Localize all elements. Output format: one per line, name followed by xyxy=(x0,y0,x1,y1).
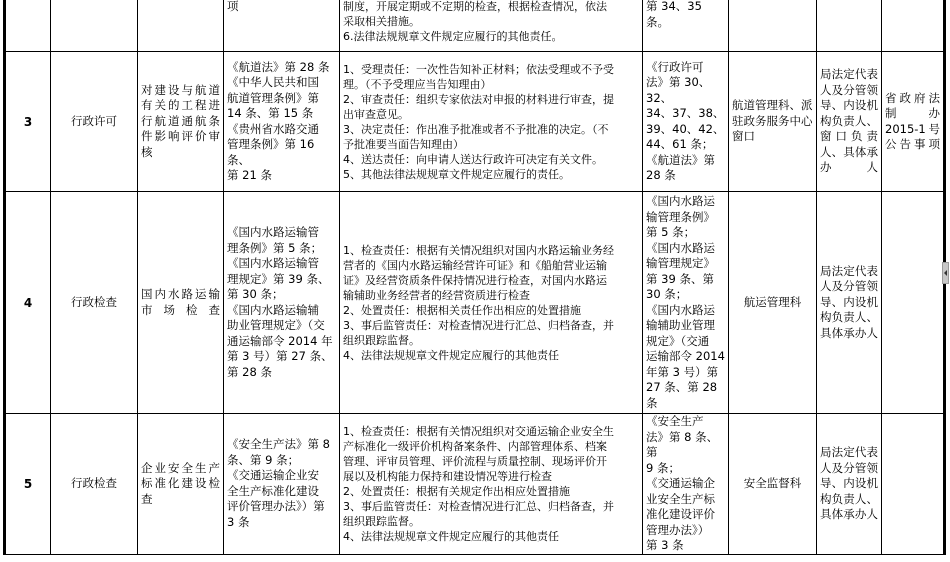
basis-line: 管理条例》第 16 条、 xyxy=(227,137,315,167)
duty-line: 展以及机构能力保持和建设情况等进行检查 xyxy=(343,469,552,483)
duty-line: 输辅助业务经营者的经营资质进行检查 xyxy=(343,288,530,302)
duty-basis-line: 法》第 30、32、 xyxy=(646,75,711,105)
subject-cell: 局法定代表人及分管领导、内设机构负责人、窗口负责人、具体承办人 xyxy=(817,52,882,192)
duty-basis-line: 运输部令 2014 xyxy=(646,349,725,363)
row-number-cell: 5 xyxy=(5,414,51,555)
basis-line: 《安全生产法》第 8 xyxy=(227,437,330,452)
duty-basis-cell xyxy=(643,0,729,52)
duty-basis-line: 44、61 条； xyxy=(646,137,714,151)
basis-line: 通运输部令 2014 年 xyxy=(227,333,333,348)
duty-line: 3、决定责任：作出准予批准或者不予批准的决定。（不 xyxy=(343,122,609,136)
row-number-cell: 3 xyxy=(5,52,51,192)
duty-basis-line: 第 39 条、第 xyxy=(646,271,714,286)
row-number-cell xyxy=(5,0,51,52)
basis-line: 全生产标准化建设 xyxy=(227,483,319,498)
power-type-cell: 行政检查 xyxy=(51,192,138,414)
side-collapse-handle[interactable] xyxy=(942,262,949,284)
basis-line: 航道管理条例》第 xyxy=(227,90,319,105)
duty-basis-line: 第 34、35 条。 xyxy=(646,0,702,29)
duty-basis-cell xyxy=(643,192,729,414)
duty-line: 制度，开展定期或不定期的检查，根据检查情况，依法 xyxy=(343,0,607,13)
duty-basis-line: 34、37、38、 xyxy=(646,106,725,120)
subject-cell xyxy=(817,0,882,52)
basis-line: 《国内水路运输管 xyxy=(227,256,319,270)
duty-basis-line: 《国内水路运 xyxy=(646,194,715,208)
duty-basis-line: 《国内水路运 xyxy=(646,240,715,255)
duty-line: 3、事后监管责任：对检查情况进行汇总、归档备查，并 xyxy=(343,318,614,332)
basis-line: 3 条 xyxy=(227,514,250,529)
duty-line: 6.法律法规规章文件规定应履行的其他责任。 xyxy=(343,30,563,43)
duty-basis-line: 第 3 条 xyxy=(646,538,684,552)
duty-line: 理。（不予受理应当告知理由） xyxy=(343,77,492,91)
department-cell xyxy=(729,0,817,52)
legal-basis-cell xyxy=(224,192,340,414)
note-cell xyxy=(882,414,945,555)
duty-cell xyxy=(340,0,643,52)
row-number-cell: 4 xyxy=(5,192,51,414)
table-row xyxy=(5,192,945,414)
legal-basis-cell xyxy=(224,0,340,52)
note-cell: 省政府法制办2015-1号公告事项 xyxy=(882,52,945,192)
duty-line: 管理、评审员管理、评价流程与质量控制、现场评价开 xyxy=(343,454,607,468)
basis-line: 第 3 号）第 27 条、 xyxy=(227,349,333,363)
note-cell xyxy=(882,0,945,52)
basis-line: 《贵州省水路交通 xyxy=(227,121,319,136)
basis-line: 14 条、第 15 条 xyxy=(227,106,314,120)
duty-line: 予批准要当面告知理由） xyxy=(343,137,464,151)
duty-basis-line: 9 条； xyxy=(646,460,680,475)
duty-basis-line: 《交通运输企 xyxy=(646,476,715,490)
subject-cell: 局法定代表人及分管领导、内设机构负责人、具体承办人 xyxy=(817,192,882,414)
duty-line: 采取相关措施。 xyxy=(343,15,420,28)
power-name-cell: 国内水路运输市场检查 xyxy=(138,192,224,414)
department-cell: 航运管理科 xyxy=(729,192,817,414)
basis-line: 第 28 条 xyxy=(227,364,272,379)
duty-line: 证》及经营资质条件保持情况进行检查，对国内水路运 xyxy=(343,273,607,287)
power-name-cell xyxy=(138,0,224,52)
duty-line: 4、法律法规规章文件规定应履行的其他责任 xyxy=(343,348,559,362)
duty-basis-line: 法》第 8 条、第 xyxy=(646,429,719,459)
duty-line: 2、处置责任：根据有关规定作出相应处置措施 xyxy=(343,484,570,498)
duty-basis-line: 第 5 条； xyxy=(646,225,696,239)
duty-basis-line: 管理办法》） xyxy=(646,522,710,537)
duty-line: 4、送达责任：向申请人送达行政许可决定有关文件。 xyxy=(343,152,603,166)
duty-basis-line: 年第 3 号）第 xyxy=(646,364,719,379)
duty-line: 1、受理责任：一次性告知补正材料；依法受理或不予受 xyxy=(343,62,614,76)
basis-line: 《国内水路运输辅 xyxy=(227,302,319,317)
duty-basis-line: 28 条 xyxy=(646,168,676,182)
duty-basis-line: 27 条、第 28 xyxy=(646,380,718,394)
duty-line: 组织跟踪监督。 xyxy=(343,514,420,528)
duty-basis-line: 准化建设评价 xyxy=(646,507,715,521)
power-type-cell: 行政许可 xyxy=(51,52,138,192)
duty-basis-line: 业安全生产标 xyxy=(646,491,715,506)
department-cell: 航道管理科、派驻政务服务中心窗口 xyxy=(729,52,817,192)
duty-line: 产标准化一级评价机构备案条件、内部管理体系、档案 xyxy=(343,439,607,453)
duty-line: 1、检查责任：根据有关情况组织对国内水路运输业务经 xyxy=(343,243,614,257)
basis-line: 项 xyxy=(227,0,239,13)
table-row xyxy=(5,414,945,555)
basis-line: 《航道法》第 28 条 xyxy=(227,59,330,74)
duty-line: 组织跟踪监督。 xyxy=(343,333,420,347)
responsibility-table xyxy=(3,0,946,555)
duty-basis-line: 规定》（交通 xyxy=(646,333,710,348)
duty-line: 5、其他法律法规规章文件规定应履行的责任。 xyxy=(343,167,570,181)
duty-cell xyxy=(340,52,643,192)
table-row xyxy=(5,52,945,192)
duty-basis-line: 输管理条例》 xyxy=(646,209,715,224)
basis-line: 理条例》第 5 条； xyxy=(227,240,323,255)
basis-line: 理规定》第 39 条、 xyxy=(227,271,330,286)
basis-line: 《国内水路运输管 xyxy=(227,225,319,239)
power-name-cell: 企业安全生产标准化建设检查 xyxy=(138,414,224,555)
duty-line: 2、审查责任：组织专家依法对申报的材料进行审查，提 xyxy=(343,92,614,106)
duty-basis-line: 《安全生产 xyxy=(646,414,704,428)
note-cell xyxy=(882,192,945,414)
duty-basis-cell xyxy=(643,414,729,555)
basis-line: 第 21 条 xyxy=(227,168,272,182)
duty-basis-line: 39、40、42、 xyxy=(646,121,725,136)
basis-line: 《中华人民共和国 xyxy=(227,75,319,89)
duty-basis-line: 《航道法》第 xyxy=(646,152,715,167)
table-row xyxy=(5,0,945,52)
duty-basis-cell xyxy=(643,52,729,192)
duty-basis-line: 《国内水路运 xyxy=(646,302,715,317)
legal-basis-cell xyxy=(224,414,340,555)
subject-cell: 局法定代表人及分管领导、内设机构负责人、具体承办人 xyxy=(817,414,882,555)
duty-line: 出审查意见。 xyxy=(343,107,409,121)
duty-line: 4、法律法规规章文件规定应履行的其他责任 xyxy=(343,529,559,543)
duty-cell xyxy=(340,192,643,414)
duty-basis-line: 输管理规定》 xyxy=(646,256,715,270)
duty-line: 2、处置责任：根据相关责任作出相应的处置措施 xyxy=(343,303,581,317)
duty-cell xyxy=(340,414,643,555)
duty-basis-line: 输辅助业管理 xyxy=(646,318,715,332)
power-type-cell xyxy=(51,0,138,52)
basis-line: 《交通运输企业安 xyxy=(227,468,319,483)
duty-line: 1、检查责任：根据有关情况组织对交通运输企业安全生 xyxy=(343,424,614,438)
basis-line: 第 30 条； xyxy=(227,287,284,301)
power-name-cell: 对建设与航道有关的工程进行航道通航条件影响评价审核 xyxy=(138,52,224,192)
basis-line: 评价管理办法》）第 xyxy=(227,499,325,514)
duty-line: 营者的《国内水路运输经营许可证》和《船舶营业运输 xyxy=(343,258,607,272)
basis-line: 条、第 9 条； xyxy=(227,452,300,467)
duty-basis-line: 《行政许可 xyxy=(646,59,704,74)
duty-basis-line: 30 条； xyxy=(646,287,688,301)
power-type-cell: 行政检查 xyxy=(51,414,138,555)
basis-line: 助业管理规定》（交 xyxy=(227,318,325,332)
duty-basis-line: 条 xyxy=(646,395,658,410)
department-cell: 安全监督科 xyxy=(729,414,817,555)
duty-line: 3、事后监管责任：对检查情况进行汇总、归档备查，并 xyxy=(343,499,614,513)
legal-basis-cell xyxy=(224,52,340,192)
